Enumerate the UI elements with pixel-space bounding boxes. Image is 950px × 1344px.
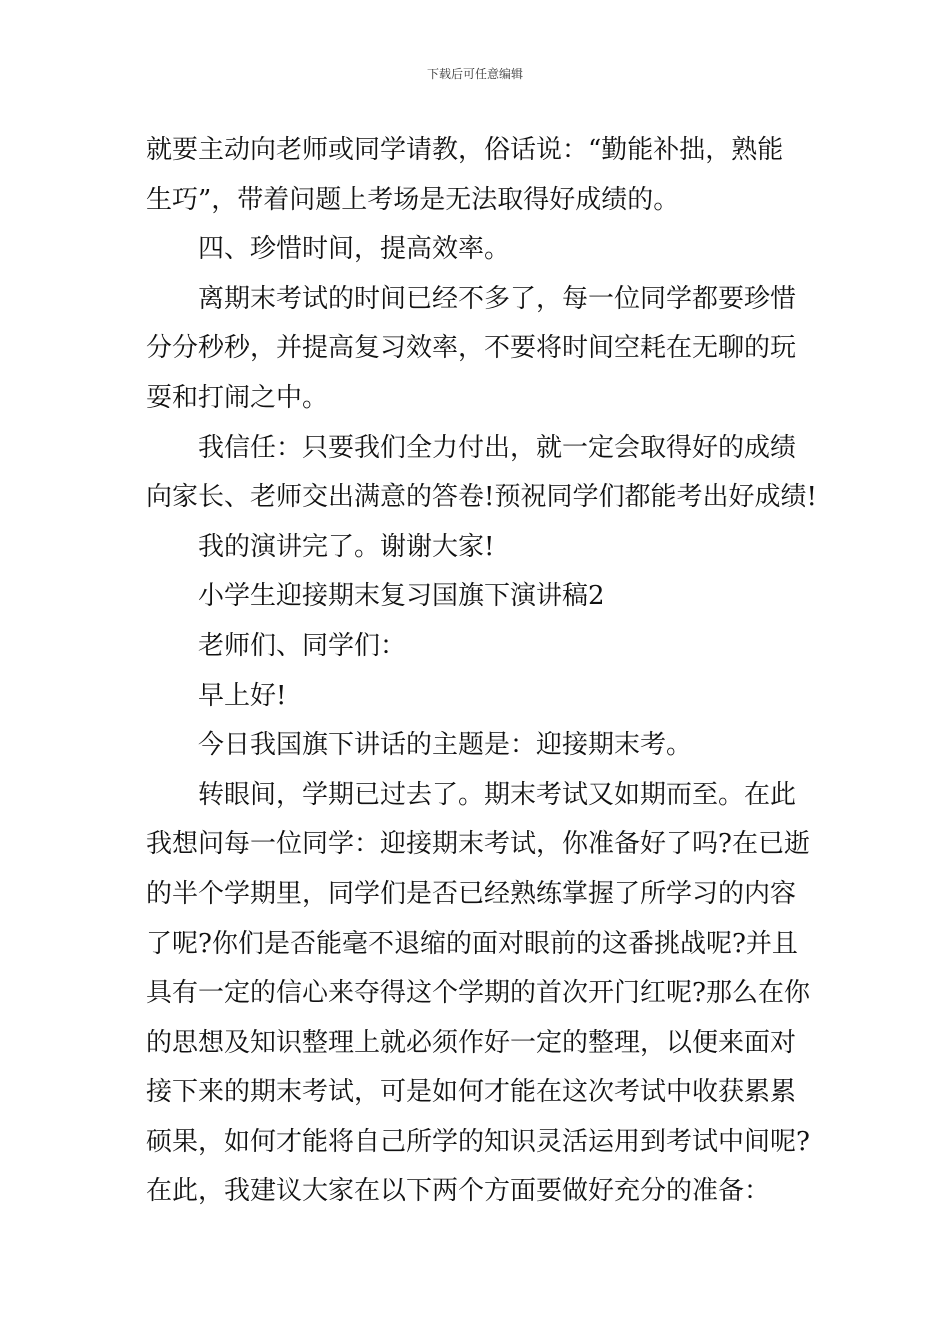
text-line: 的思想及知识整理上就必须作好一定的整理，以便来面对 xyxy=(146,1027,797,1058)
text-line: 离期末考试的时间已经不多了，每一位同学都要珍惜 xyxy=(198,283,797,314)
text-line: 生巧”，带着问题上考场是无法取得好成绩的。 xyxy=(146,184,680,215)
text-line: 接下来的期末考试，可是如何才能在这次考试中收获累累 xyxy=(146,1077,797,1108)
text-line: 耍和打闹之中。 xyxy=(146,382,329,413)
document-body xyxy=(146,126,817,1217)
page-header: 下载后可任意编辑 xyxy=(426,67,523,81)
text-line: 我想问每一位同学：迎接期末考试，你准备好了吗?在已逝 xyxy=(146,829,810,860)
text-line: 了呢?你们是否能毫不退缩的面对眼前的这番挑战呢?并且 xyxy=(146,928,798,959)
text-line: 硕果，如何才能将自己所学的知识灵活运用到考试中间呢? xyxy=(146,1126,810,1157)
text-line: 具有一定的信心来夺得这个学期的首次开门红呢?那么在你 xyxy=(146,978,810,1009)
text-line: 在此，我建议大家在以下两个方面要做好充分的准备： xyxy=(146,1176,771,1207)
text-line: 今日我国旗下讲话的主题是：迎接期末考。 xyxy=(198,730,693,761)
text-line: 我信任：只要我们全力付出，就一定会取得好的成绩 xyxy=(198,432,797,463)
text-line: 早上好! xyxy=(198,680,287,711)
text-line: 转眼间，学期已过去了。期末考试又如期而至。在此 xyxy=(198,779,797,810)
text-line: 就要主动向老师或同学请教，俗话说：“勤能补拙，熟能 xyxy=(146,135,784,165)
text-line: 我的演讲完了。谢谢大家! xyxy=(198,531,495,562)
text-line: 向家长、老师交出满意的答卷!预祝同学们都能考出好成绩! xyxy=(146,482,817,513)
text-line: 四、珍惜时间，提高效率。 xyxy=(198,234,511,265)
text-line: 老师们、同学们： xyxy=(198,630,407,661)
text-line: 小学生迎接期末复习国旗下演讲稿2 xyxy=(198,581,605,612)
text-line: 分分秒秒，并提高复习效率，不要将时间空耗在无聊的玩 xyxy=(146,333,797,364)
text-line: 的半个学期里，同学们是否已经熟练掌握了所学习的内容 xyxy=(146,878,797,909)
